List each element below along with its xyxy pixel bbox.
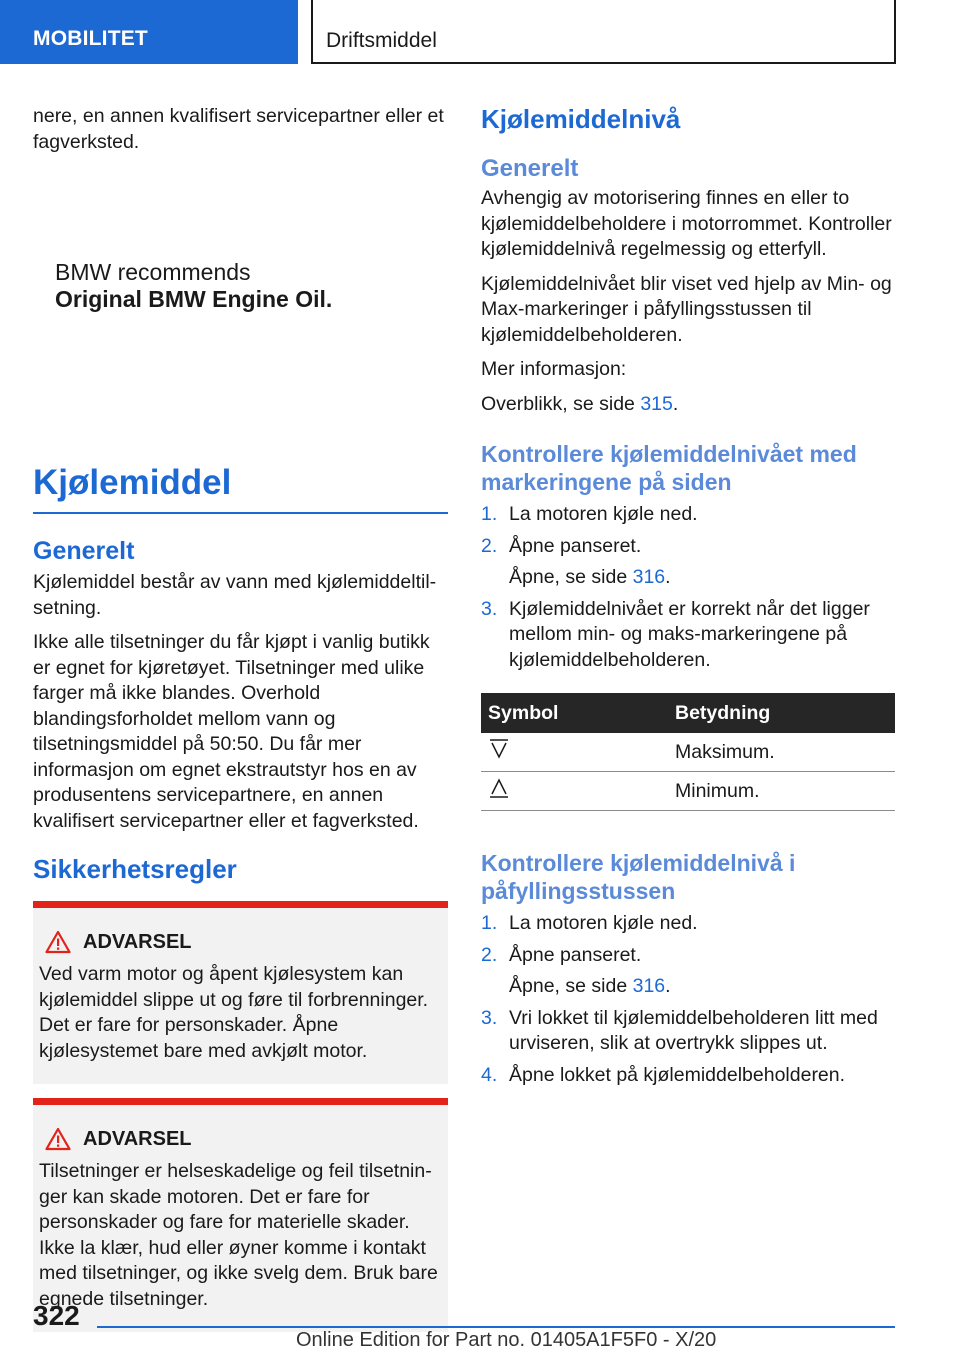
max-marker-icon [488,738,510,760]
section-title-coolant: Kjølemiddel [33,462,448,514]
heading-generelt: Generelt [33,537,135,565]
section-tab: MOBILITET [0,0,298,64]
chapter-title: Driftsmiddel [311,0,896,64]
edition-text: Online Edition for Part no. 01405A1F5F0 - X/20 [296,1329,717,1351]
page-link-316[interactable]: 316 [632,566,666,588]
list-item: 3. Vri lokket til kjølemiddelbeholderen litt med urviseren, slik at overtrykk slippes ut. [481,1006,878,1054]
steps-list-2 [481,911,895,968]
list-item: 2. Åpne panseret. [481,943,642,966]
warning-box-1 [33,901,448,1084]
warning-label: ADVARSEL [83,930,192,953]
paragraph-1: Kjølemiddel består av vann med kjølemiddeltilsetning. [33,571,437,619]
right-paragraph-4 [481,392,895,418]
paragraph-2: Ikke alle tilsetninger du får kjøpt i vanlig butikk er egnet for kjøretøyet. Tilsetninger med ulike farger må ikke blandes. Overhold blandingsforholdet mellom vann og tilsetningsmiddel på 50:50. Du får mer informasjon om egnet ekstrautstyr hos en av produsentens servicepartnere, en annen kvalifisert servicepartner eller et fagverksted. [33,631,430,832]
meaning-cell: Minimum. [668,772,895,811]
page-number: 322 [33,1300,80,1331]
table-row [481,772,895,811]
steps-list-1b [481,597,895,674]
steps-list-1 [481,502,895,559]
symbol-table [481,693,895,811]
column-header: Betydning [668,693,895,733]
column-header: Symbol [481,693,668,733]
warning-title [39,930,438,954]
table-row [481,733,895,772]
page-link-315[interactable]: 315 [640,392,673,415]
warning-label: ADVARSEL [83,1127,192,1150]
footer-divider [97,1326,895,1328]
ref-text: Overblikk, se side [481,392,641,415]
oil-promo-banner [33,164,448,424]
warning-box-2 [33,1098,448,1332]
warning-triangle-icon [45,1127,71,1151]
right-column [481,104,895,1094]
heading-safety: Sikkerhetsregler [33,854,237,884]
meaning-cell: Maksimum. [668,733,895,772]
list-item: 1. La motoren kjøle ned. [481,503,698,525]
list-item: 2. Åpne panseret. [481,534,642,557]
warning-text: Ved varm motor og åpent kjølesystem kan kjølemiddel slippe ut og føre til forbrenninger. Det er fare for personskader. Åpne kjølesystemet bare med avkjølt motor. [39,963,429,1062]
right-paragraph-3: Mer informasjon: [481,358,627,380]
left-column [33,104,448,1344]
heading-check-markings: Kontrollere kjølemiddelnivået med markeringene på siden [481,441,857,495]
sub-reference: Åpne, se side 316. [509,975,671,997]
right-paragraph-2: Kjølemiddelnivået blir viset ved hjelp av Min- og Max-markeringer i påfyllingsstussen til kjølemiddelbeholderen. [481,272,892,346]
steps-list-2b [481,1006,895,1089]
right-paragraph-1: Avhengig av motorisering finnes en eller to kjølemiddelbeholdere i motorrommet. Kontroller kjølemiddelnivå regelmessig og etterfyll. [481,187,892,260]
sub-reference: Åpne, se side 316. [509,566,671,588]
warning-title [39,1127,438,1151]
warning-text: Tilsetninger er helseskadelige og feil tilsetninger kan skade motoren. Det er fare for personskader og fare for materielle skader. Ikke la klær, hud eller øyner komme i kontakt med tilsetninger, og ikke svelg dem. Bruk bare egnede tilsetninger. [39,1160,438,1310]
intro-paragraph: nere, en annen kvalifisert servicepartner eller et fagverksted. [33,105,444,153]
ref-end: . [672,392,679,415]
promo-line-2: Original BMW Engine Oil. [55,286,333,312]
warning-triangle-icon [45,930,71,954]
list-item: 4. Åpne lokket på kjølemiddelbeholderen. [481,1063,846,1086]
page-link-316[interactable]: 316 [632,975,666,997]
list-item: 3. Kjølemiddelnivået er korrekt når det ligger mellom min- og maks-markeringene på kjølemiddelbeholderen. [481,597,870,671]
table-header-row [481,693,895,733]
min-marker-icon [488,777,510,799]
promo-line-1: BMW recommends [55,259,251,285]
list-item: 1. La motoren kjøle ned. [481,912,698,934]
section-title-coolant-level: Kjølemiddelnivå [481,104,681,134]
heading-generelt-right: Generelt [481,155,579,182]
heading-check-filler-neck: Kontrollere kjølemiddelnivå i påfyllingsstussen [481,850,796,904]
